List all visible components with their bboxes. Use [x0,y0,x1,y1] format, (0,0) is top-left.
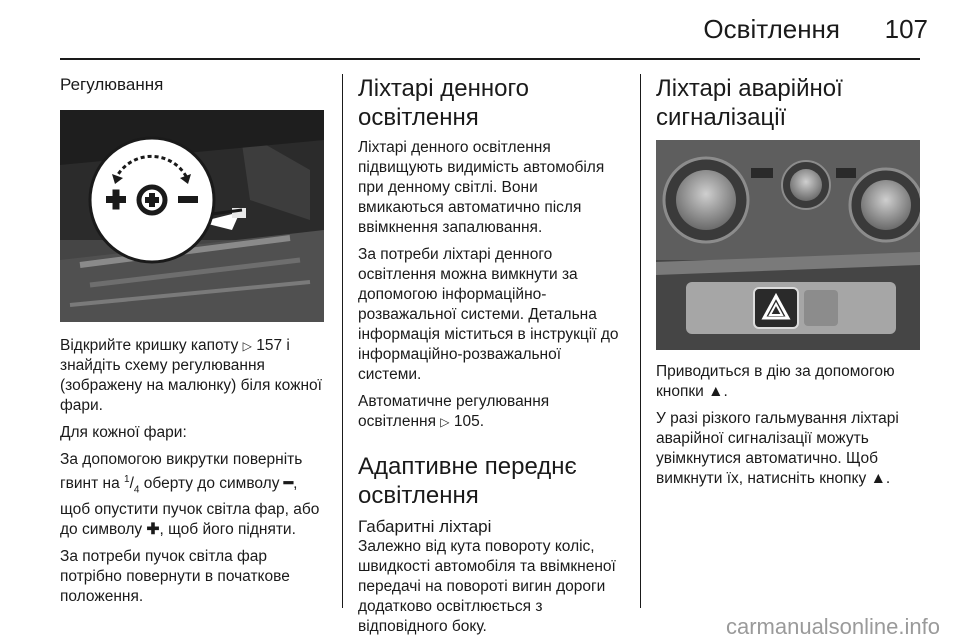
headlight-adjust-illustration [60,110,324,322]
section-heading-adjust: Регулювання [60,75,164,94]
page-title: Освітлення [703,14,840,44]
paragraph-open-hood: Відкрийте кришку капоту ▷ 157 і знайдіть схему регулювання (зображену на малюнку) біля кожної фари. [60,337,322,414]
column-divider-1 [342,74,343,608]
header-divider [60,58,920,60]
hazard-button-photo [656,140,920,350]
plus-symbol-icon: ✚ [146,521,160,539]
column-divider-2 [640,74,641,608]
paragraph-each-headlight: Для кожної фари: [60,424,187,441]
paragraph-cornering: Залежно від кута повороту коліс, швидкості автомобіля та ввімкненої передачі на повороті вигин дороги додатково освітлюється з відповідного боку. [358,538,616,635]
paragraph-auto-lighting: Автоматичне регулювання освітлення ▷ 105. [358,393,550,430]
paragraph-reset-beam: За потреби пучок світла фар потрібно повернути в початкове положення. [60,548,290,606]
paragraph-hazard-activate: Приводиться в дію за допомогою кнопки ▲. [656,363,895,400]
subheading-cornering: Габаритні ліхтарі [358,517,492,536]
minus-symbol-icon: ━ [283,475,294,493]
paragraph-hazard-auto: У разі різкого гальмування ліхтарі аварійної сигналізації можуть увімкнутися автоматично. Щоб вимкнути їх, натисніть кнопку ▲. [656,410,899,487]
hazard-triangle-icon: ▲ [870,470,886,487]
hazard-triangle-icon: ▲ [708,383,724,400]
footer-watermark: carmanualsonline.info [725,614,940,639]
column-headlight-adjust [60,74,326,614]
column-hazard-lights [656,74,926,496]
page-number: 107 [884,14,928,44]
section-heading-hazard: Ліхтарі аварійної сигналізації [656,75,843,131]
column-daytime-lights [358,74,626,642]
section-heading-daytime: Ліхтарі денного освітлення [358,75,530,131]
paragraph-daytime-intro: Ліхтарі денного освітлення підвищують видимість автомобіля при денному світлі. Вони вмикаються автоматично після ввімкнення запалювання. [358,139,605,236]
reference-arrow-icon: ▷ [242,339,252,353]
section-heading-adaptive: Адаптивне переднє освітлення [358,453,577,509]
paragraph-daytime-disable: За потреби ліхтарі денного освітлення можна вимкнути за допомогою інформаційно-розважальної системи. Детальна інформація міститься в інструкції до інформаційно-розважальної системи. [358,246,619,383]
reference-arrow-icon: ▷ [440,415,450,429]
paragraph-turn-screw: За допомогою викрутки поверніть гвинт на $^1/_4$ оберту до символу ━, щоб опустити пучок світла фар, або до символу ✚, щоб його підняти. [60,451,320,539]
